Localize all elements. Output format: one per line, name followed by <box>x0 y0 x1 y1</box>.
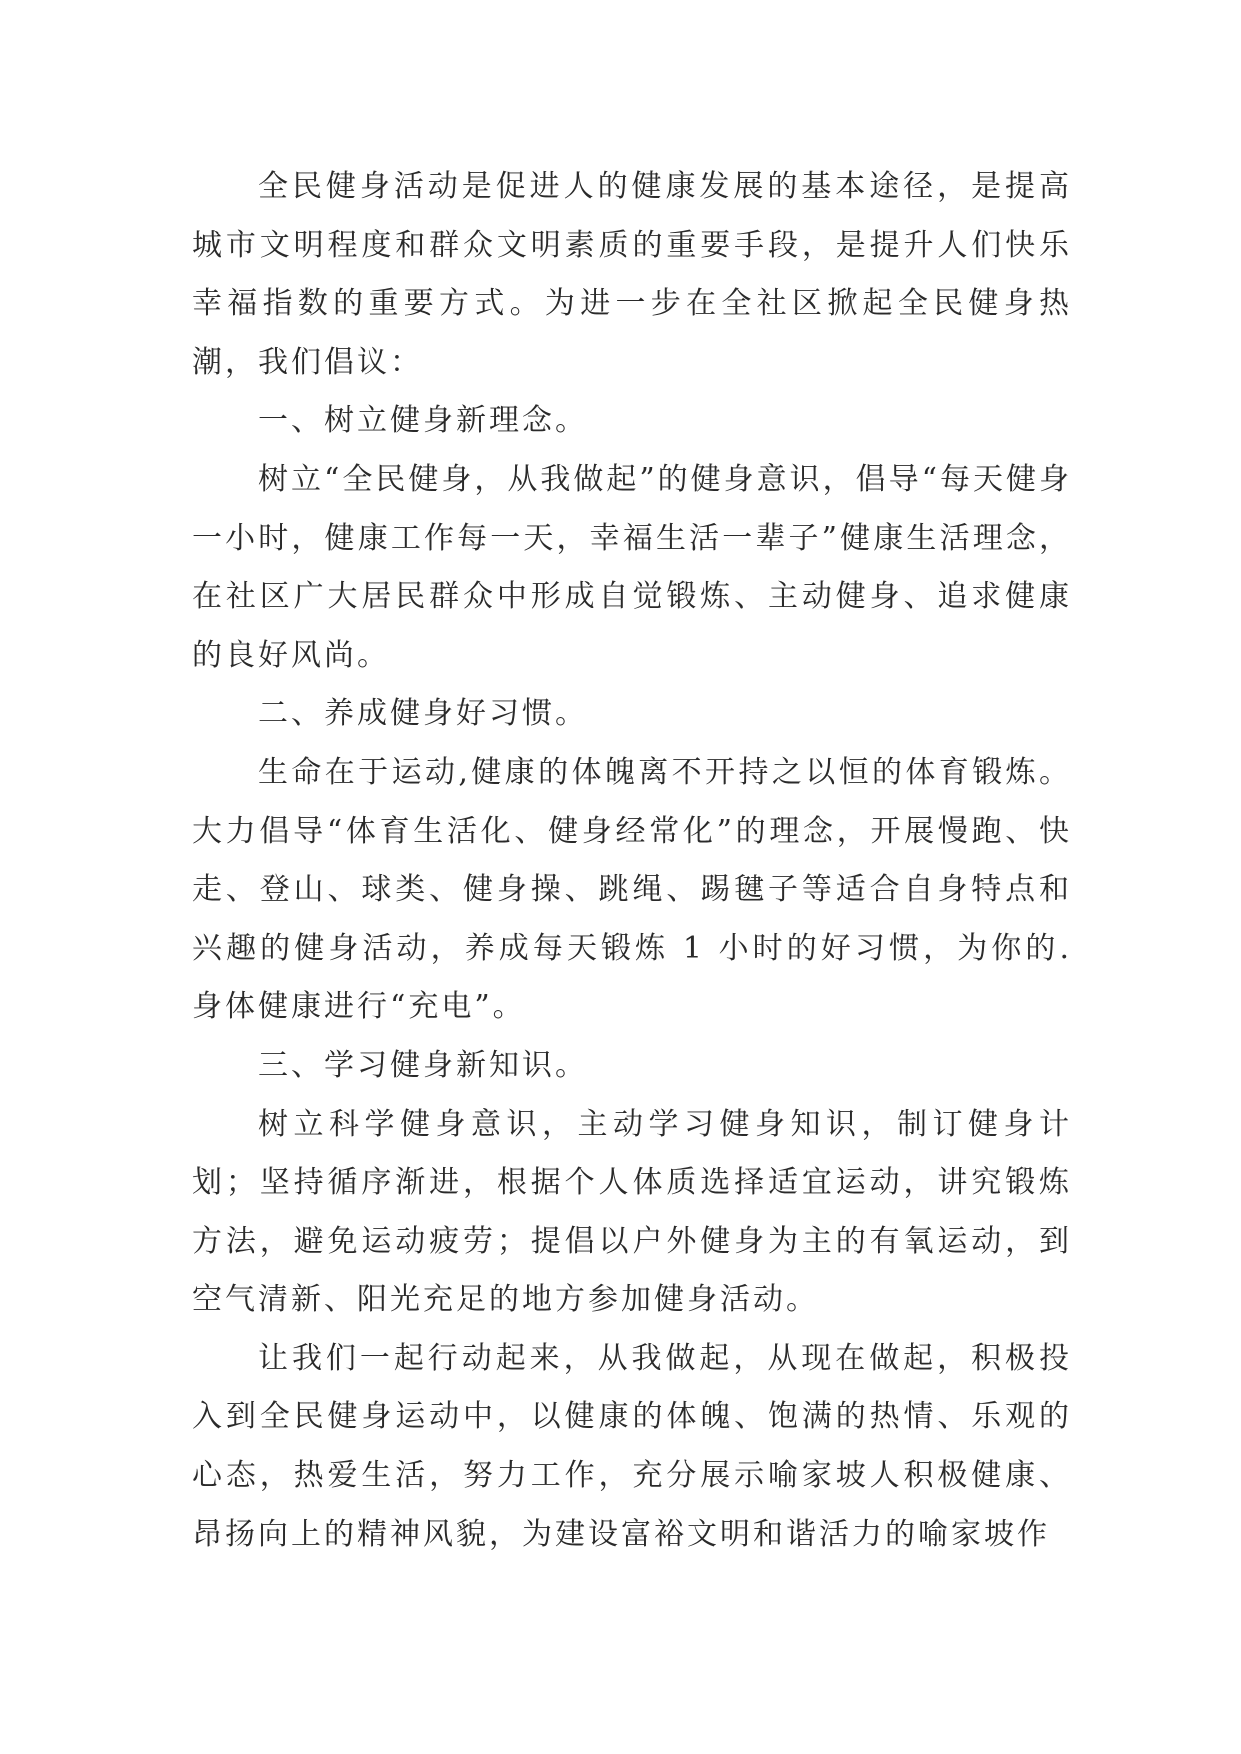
paragraph-section-1: 树立“全民健身，从我做起”的健身意识，倡导“每天健身一小时，健康工作每一天，幸福生活一辈子”健康生活理念，在社区广大居民群众中形成自觉锻炼、主动健身、追求健康的良好风尚。 <box>192 461 1073 673</box>
paragraph-closing: 让我们一起行动起来，从我做起，从现在做起，积极投入到全民健身运动中，以健康的体魄、饱满的热情、乐观的心态，热爱生活，努力工作，充分展示喻家坡人积极健康、昂扬向上的精神风貌，为建设富裕文明和谐活力的喻家坡作 <box>192 1340 1072 1552</box>
paragraph-intro: 全民健身活动是促进人的健康发展的基本途径，是提高城市文明程度和群众文明素质的重要手段，是提升人们快乐幸福指数的重要方式。为进一步在全社区掀起全民健身热潮，我们倡议： <box>192 169 1072 380</box>
paragraph-section-3: 树立科学健身意识，主动学习健身知识，制订健身计划；坚持循序渐进，根据个人体质选择适宜运动，讲究锻炼方法，避免运动疲劳；提倡以户外健身为主的有氧运动，到空气清新、阳光充足的地方参加健身活动。 <box>192 1106 1072 1318</box>
heading-section-2: 二、养成健身好习惯。 <box>258 696 588 732</box>
document-body <box>192 158 1072 1564</box>
paragraph-section-2: 生命在于运动,健康的体魄离不开持之以恒的体育锻炼。大力倡导“体育生活化、健身经常化”的理念，开展慢跑、快走、登山、球类、健身操、跳绳、踢毽子等适合自身特点和兴趣的健身活动，养成每天锻炼 1 小时的好习惯，为你的.身体健康进行“充电”。 <box>192 754 1072 1025</box>
heading-section-3: 三、学习健身新知识。 <box>258 1047 588 1083</box>
heading-section-1: 一、树立健身新理念。 <box>258 403 588 439</box>
